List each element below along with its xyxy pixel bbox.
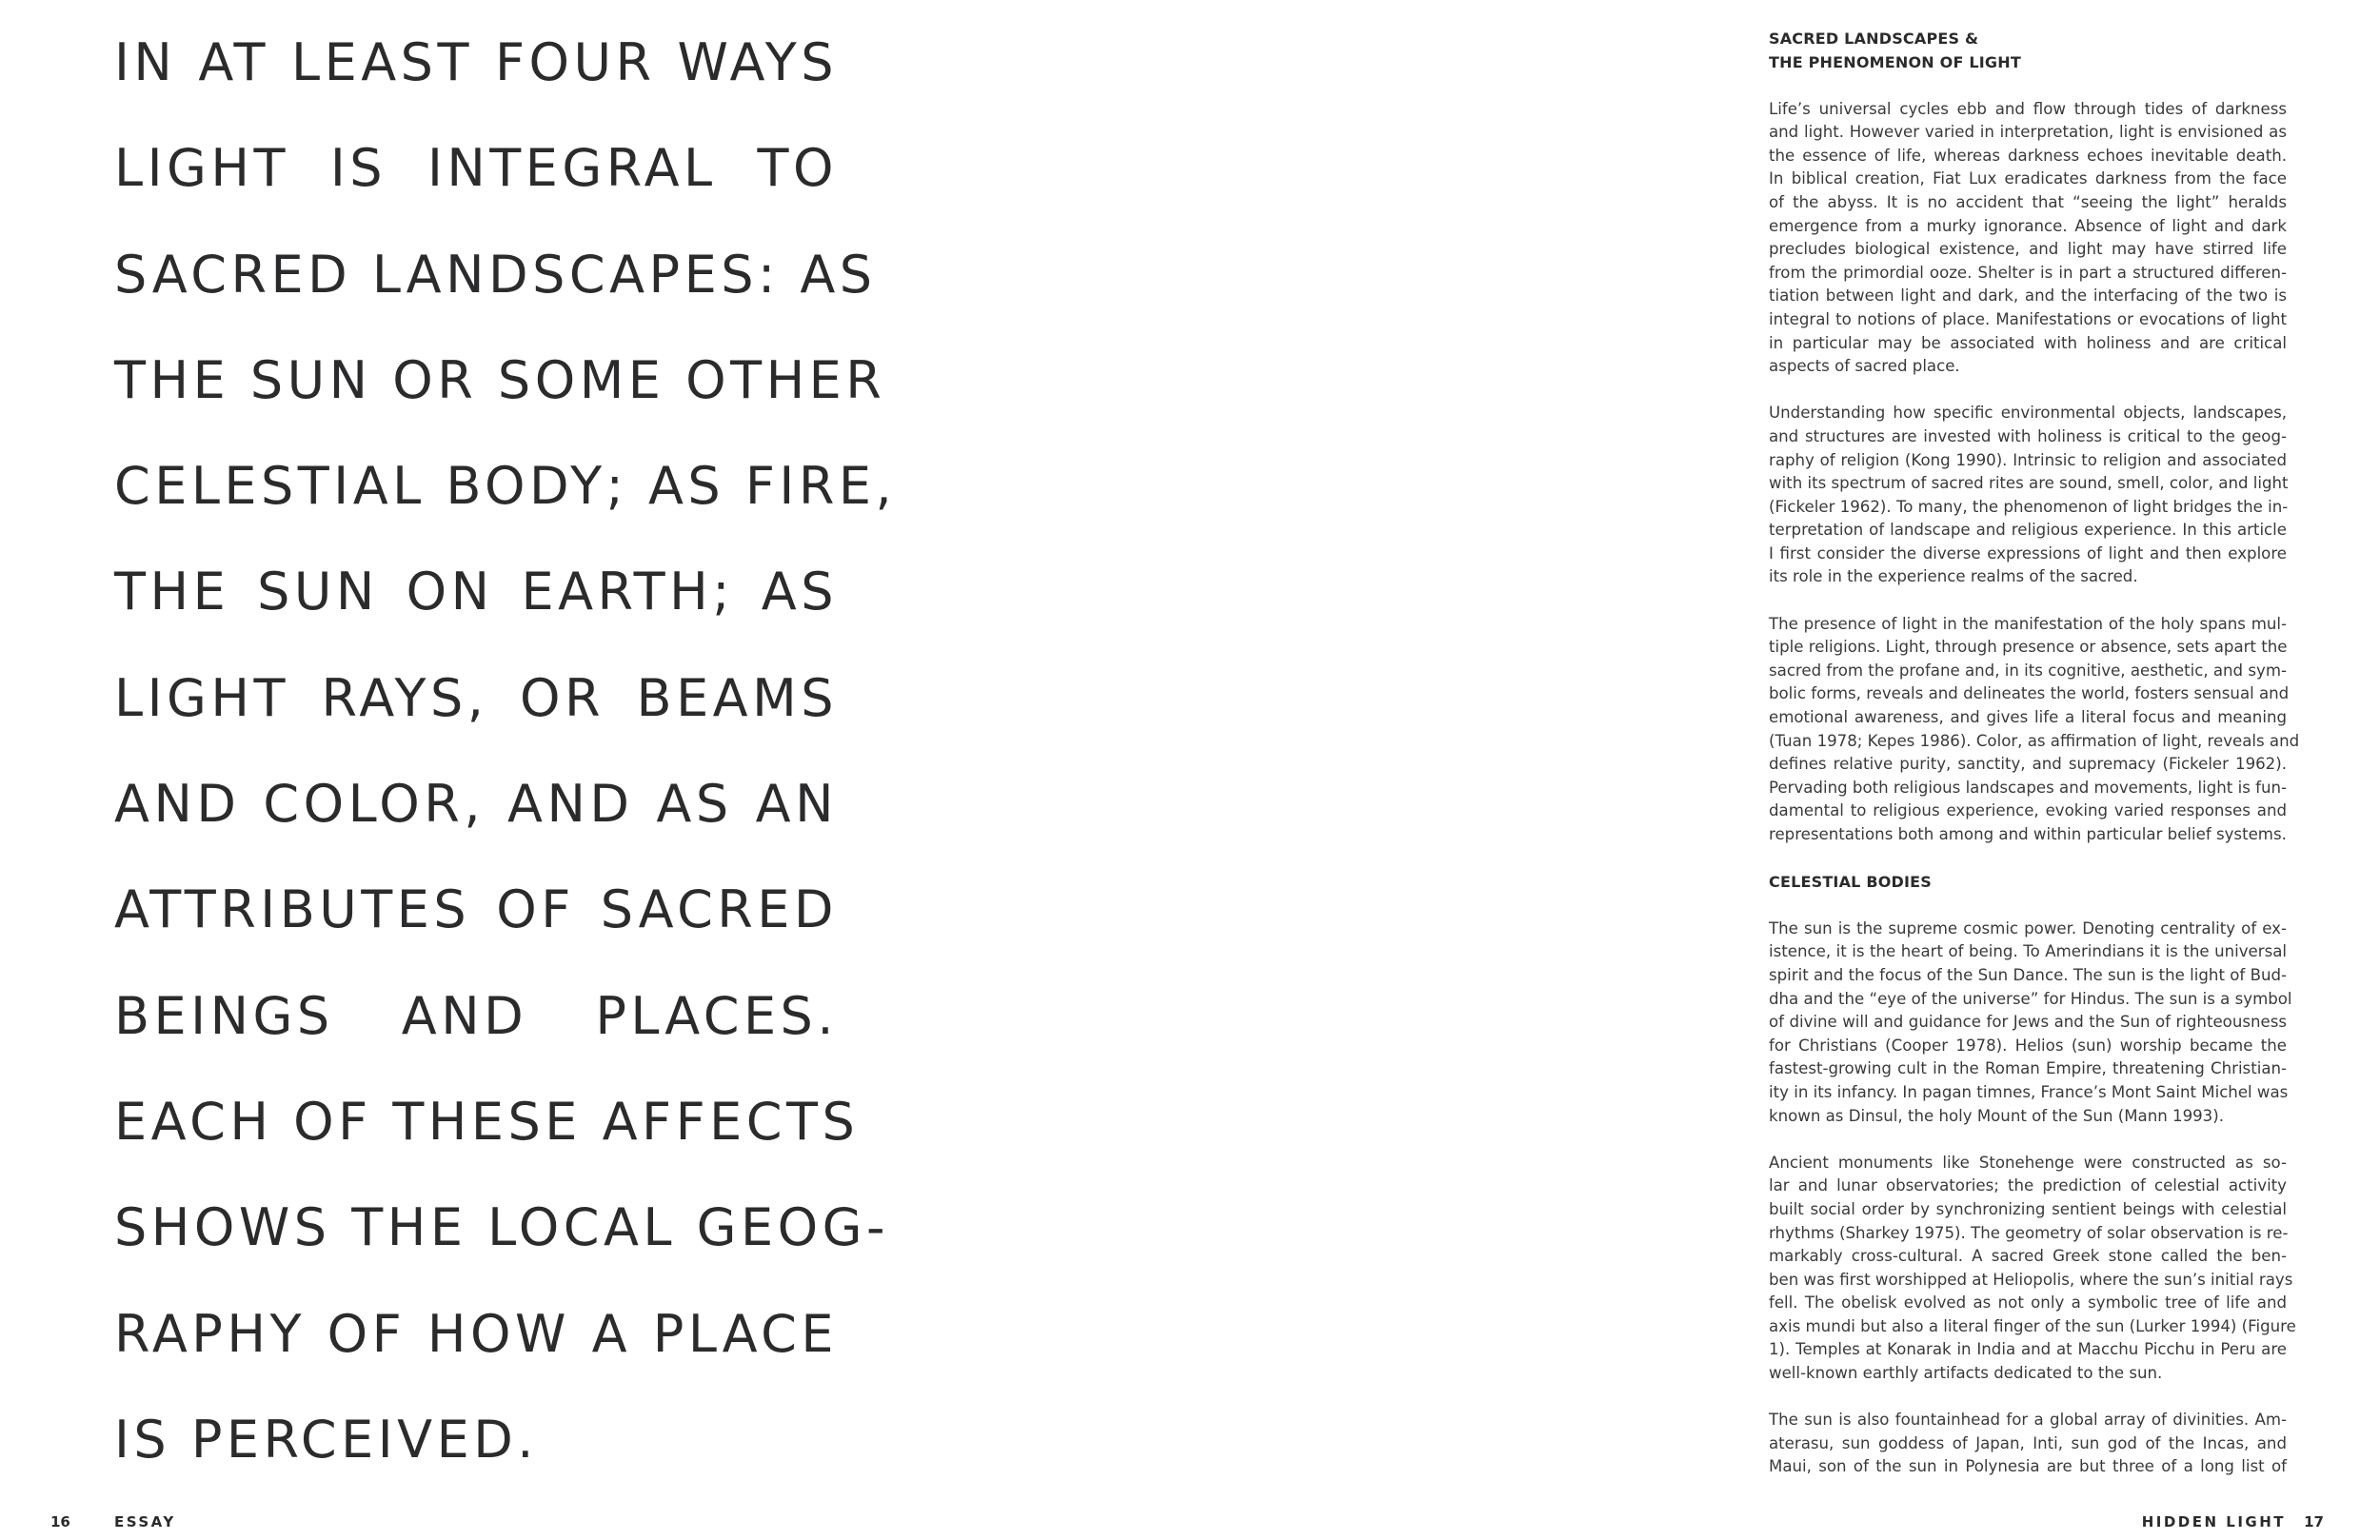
- text-line: 1). Temples at Konarak in India and at Macchu Picchu in Peru are: [1769, 1340, 2287, 1359]
- text-line: In biblical creation, Fiat Lux eradicates darkness from the face: [1769, 169, 2287, 188]
- text-line: in particular may be associated with holiness and are critical: [1769, 333, 2287, 352]
- text-line: its role in the experience realms of the sacred.: [1769, 567, 2138, 586]
- text-line: dha and the “eye of the universe” for Hindus. The sun is a symbol: [1769, 989, 2292, 1008]
- page-number-right: 17: [2304, 1513, 2324, 1530]
- text-line: from the primordial ooze. Shelter is in part a structured differen-: [1769, 263, 2287, 282]
- article-paragraph: [1769, 402, 2287, 589]
- article-paragraph: [1769, 98, 2287, 379]
- spacer: [1769, 74, 2287, 98]
- article-paragraph: [1769, 613, 2300, 847]
- text-line: sacred from the profane and, in its cognitive, aesthetic, and sym-: [1769, 661, 2287, 680]
- article-heading-line: SACRED LANDSCAPES &: [1769, 30, 1979, 48]
- text-line: Understanding how specific environmental objects, landscapes,: [1769, 404, 2287, 423]
- pull-quote-line: ATTRIBUTES OF SACRED: [114, 879, 838, 940]
- pull-quote-line: BEINGS AND PLACES.: [114, 985, 838, 1046]
- text-line: rhythms (Sharkey 1975). The geometry of solar observation is re-: [1769, 1223, 2289, 1242]
- text-line: Ancient monuments like Stonehenge were constructed as so-: [1769, 1153, 2287, 1172]
- text-line: (Tuan 1978; Kepes 1986). Color, as affirmation of light, reveals and: [1769, 731, 2300, 750]
- text-line: fell. The obelisk evolved as not only a symbolic tree of life and: [1769, 1293, 2287, 1313]
- text-line: of the abyss. It is no accident that “seeing the light” heralds: [1769, 192, 2287, 211]
- text-line: emergence from a murky ignorance. Absence of light and dark: [1769, 216, 2287, 235]
- pull-quote-line: AND COLOR, AND AS AN: [114, 774, 838, 835]
- text-line: fastest-growing cult in the Roman Empire, threatening Christian-: [1769, 1059, 2287, 1078]
- pull-quote-line: RAPHY OF HOW A PLACE: [114, 1303, 838, 1364]
- pull-quote-line: IN AT LEAST FOUR WAYS: [114, 32, 838, 92]
- text-line: spirit and the focus of the Sun Dance. The sun is the light of Bud-: [1769, 965, 2287, 984]
- text-line: Pervading both religious landscapes and movements, light is fun-: [1769, 778, 2287, 797]
- text-line: markably cross-cultural. A sacred Greek stone called the ben-: [1769, 1247, 2287, 1266]
- text-line: known as Dinsul, the holy Mount of the Sun (Mann 1993).: [1769, 1106, 2224, 1125]
- article-heading-line: THE PHENOMENON OF LIGHT: [1769, 53, 2021, 71]
- text-line: The sun is the supreme cosmic power. Denoting centrality of ex-: [1769, 918, 2287, 938]
- pull-quote-line: SACRED LANDSCAPES: AS: [114, 244, 877, 305]
- text-line: damental to religious experience, evoking varied responses and: [1769, 801, 2287, 820]
- pull-quote-line: SHOWS THE LOCAL GEOG-: [114, 1197, 889, 1258]
- text-line: Maui, son of the sun in Polynesia are but three of a long list of: [1769, 1457, 2287, 1476]
- text-line: tiation between light and dark, and the interfacing of the two is: [1769, 286, 2287, 306]
- article-column: [1769, 27, 2300, 1479]
- running-footer-left: ESSAY: [114, 1513, 176, 1530]
- text-line: for Christians (Cooper 1978). Helios (sun) worship became the: [1769, 1036, 2287, 1055]
- text-line: aspects of sacred place.: [1769, 357, 1960, 376]
- section-heading: CELESTIAL BODIES: [1769, 873, 1933, 892]
- article-paragraph: [1769, 918, 2292, 1128]
- text-line: and light. However varied in interpretation, light is envisioned as: [1769, 123, 2287, 142]
- text-line: Life’s universal cycles ebb and flow through tides of darkness: [1769, 99, 2287, 118]
- article-heading: [1769, 27, 2287, 74]
- pull-quote-line: THE SUN ON EARTH; AS: [114, 562, 838, 622]
- text-line: the essence of life, whereas darkness echoes inevitable death.: [1769, 146, 2287, 165]
- text-line: terpretation of landscape and religious experience. In this article: [1769, 521, 2287, 540]
- page-number-left: 16: [50, 1513, 70, 1530]
- text-line: The sun is also fountainhead for a global array of divinities. Am-: [1769, 1411, 2287, 1430]
- text-line: representations both among and within particular belief systems.: [1769, 825, 2287, 843]
- text-line: integral to notions of place. Manifestations or evocations of light: [1769, 309, 2287, 328]
- text-line: aterasu, sun goddess of Japan, Inti, sun god of the Incas, and: [1769, 1433, 2287, 1452]
- pull-quote: [114, 27, 897, 1510]
- text-line: emotional awareness, and gives life a literal focus and meaning: [1769, 708, 2287, 727]
- text-line: with its spectrum of sacred rites are sound, smell, color, and light: [1769, 474, 2289, 493]
- text-line: defines relative purity, sanctity, and supremacy (Fickeler 1962).: [1769, 755, 2287, 774]
- pull-quote-line: IS PERCEIVED.: [114, 1409, 538, 1470]
- text-line: (Fickeler 1962). To many, the phenomenon of light bridges the in-: [1769, 497, 2289, 516]
- pull-quote-line: CELESTIAL BODY; AS FIRE,: [114, 456, 897, 517]
- text-line: bolic forms, reveals and delineates the world, fosters sensual and: [1769, 684, 2290, 703]
- pull-quote-line: LIGHT IS INTEGRAL TO: [114, 138, 838, 199]
- text-line: raphy of religion (Kong 1990). Intrinsic to religion and associated: [1769, 450, 2287, 469]
- pull-quote-line: THE SUN OR SOME OTHER: [114, 349, 886, 410]
- text-line: ben was first worshipped at Heliopolis, where the sun’s initial rays: [1769, 1270, 2293, 1289]
- running-footer-right: HIDDEN LIGHT: [2141, 1513, 2286, 1530]
- text-line: precludes biological existence, and light may have stirred life: [1769, 240, 2287, 259]
- text-line: tiple religions. Light, through presence or absence, sets apart the: [1769, 638, 2288, 657]
- text-line: The presence of light in the manifestation of the holy spans mul-: [1769, 614, 2287, 633]
- text-line: istence, it is the heart of being. To Amerindians it is the universal: [1769, 942, 2287, 961]
- text-line: and structures are invested with holiness is critical to the geog-: [1769, 426, 2287, 445]
- text-line: ity in its infancy. In pagan timnes, France’s Mont Saint Michel was: [1769, 1082, 2289, 1101]
- pull-quote-line: EACH OF THESE AFFECTS: [114, 1091, 860, 1152]
- text-line: I first consider the diverse expressions of light and then explore: [1769, 543, 2287, 563]
- text-line: axis mundi but also a literal finger of the sun (Lurker 1994) (Figure: [1769, 1316, 2296, 1335]
- text-line: well-known earthly artifacts dedicated to the sun.: [1769, 1364, 2163, 1383]
- text-line: of divine will and guidance for Jews and the Sun of righteousness: [1769, 1013, 2287, 1032]
- text-line: built social order by synchronizing sentient beings with celestial: [1769, 1199, 2287, 1218]
- pull-quote-line: LIGHT RAYS, OR BEAMS: [114, 667, 838, 728]
- text-line: lar and lunar observatories; the prediction of celestial activity: [1769, 1176, 2287, 1195]
- article-paragraph: [1769, 1152, 2296, 1386]
- article-paragraph: [1769, 1409, 2287, 1479]
